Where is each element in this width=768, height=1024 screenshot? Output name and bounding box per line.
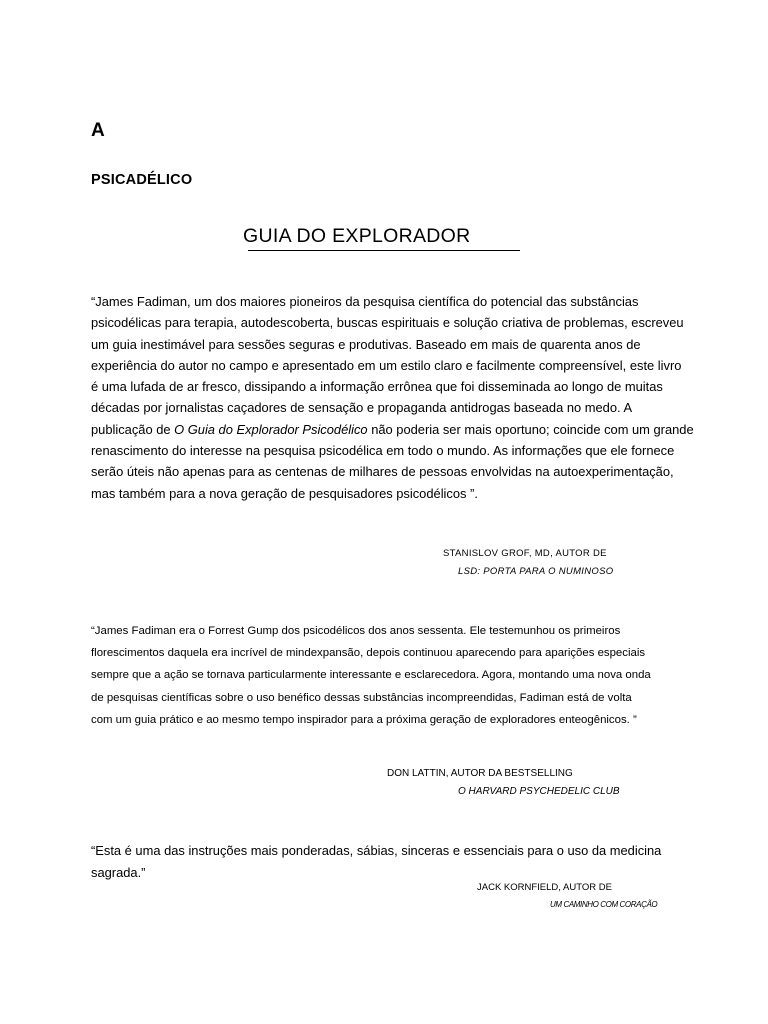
quote-line: “James Fadiman era o Forrest Gump dos psicodélicos dos anos sessenta. Ele testemunhou os primeiros: [91, 625, 621, 637]
quote-line: décadas por jornalistas caçadores de sensação e propaganda antidrogas baseada no medo. A: [91, 400, 633, 416]
quote-line: de pesquisas científicas sobre o uso benéfico dessas substâncias incompreendidas, Fadiman está de volta: [91, 691, 632, 704]
quote-text: publicação de: [91, 421, 175, 437]
quote-line: “James Fadiman, um dos maiores pioneiros da pesquisa científica do potencial das substâncias: [91, 294, 639, 309]
quote-line: experiência do autor no campo e apresentado em um estilo claro e facilmente compreensível, este livro: [91, 357, 682, 373]
quote-line: psicodélicas para terapia, autodescoberta, buscas espirituais e solução criativa de problemas, escreveu: [91, 315, 684, 331]
quote-line: é uma lufada de ar fresco, dissipando a informação errônea que foi disseminada ao longo de muitas: [91, 379, 663, 395]
attribution-author: STANISLOV GROF, MD, AUTOR DE: [443, 548, 607, 559]
quote-line: [91, 419, 694, 440]
quote-line: com um guia prático e ao mesmo tempo inspirador para a próxima geração de exploradores enteogênicos. ”: [91, 713, 637, 726]
quote-line: mas também para a nova geração de pesquisadores psicodélicos ”.: [91, 485, 478, 501]
quote-line: florescimentos daquela era incrível de mindexpansão, depois continuou aparecendo para aparições especiais: [91, 647, 646, 660]
attribution-book: O HARVARD PSYCHEDELIC CLUB: [458, 786, 620, 797]
quote-lattin: [91, 620, 711, 731]
attribution-book: UM CAMINHO COM CORAÇÃO: [550, 900, 658, 909]
quote-line: um guia inestimável para sessões seguras e produtivas. Baseado em mais de quarenta anos de: [91, 336, 641, 352]
quote-line: sempre que a ação se tornava particularmente interessante e esclarecedora. Agora, montando uma nova onda: [91, 669, 651, 682]
quote-line: renascimento do interesse na pesquisa psicodélica em todo o mundo. As informações que ele fornece: [91, 443, 675, 459]
attribution-author: JACK KORNFIELD, AUTOR DE: [477, 882, 612, 893]
page-title: GUIA DO EXPLORADOR: [243, 225, 471, 247]
title-underline: [248, 250, 520, 251]
quote-line: serão úteis não apenas para as centenas de milhares de pessoas envolvidas na autoexperimentação,: [91, 464, 674, 480]
book-title-inline: O Guia do Explorador Psicodélico: [174, 421, 368, 437]
quote-grof: [91, 291, 694, 504]
attribution-author: DON LATTIN, AUTOR DA BESTSELLING: [387, 768, 573, 779]
header-letter: A: [91, 120, 105, 141]
subtitle: PSICADÉLICO: [91, 172, 193, 188]
quote-text: não poderia ser mais oportuno; coincide com um grande: [367, 421, 694, 437]
quote-kornfield: “Esta é uma das instruções mais ponderadas, sábias, sinceras e essenciais para o uso da medicina sagrada.”: [91, 843, 662, 880]
attribution-book: LSD: PORTA PARA O NUMINOSO: [458, 566, 614, 577]
